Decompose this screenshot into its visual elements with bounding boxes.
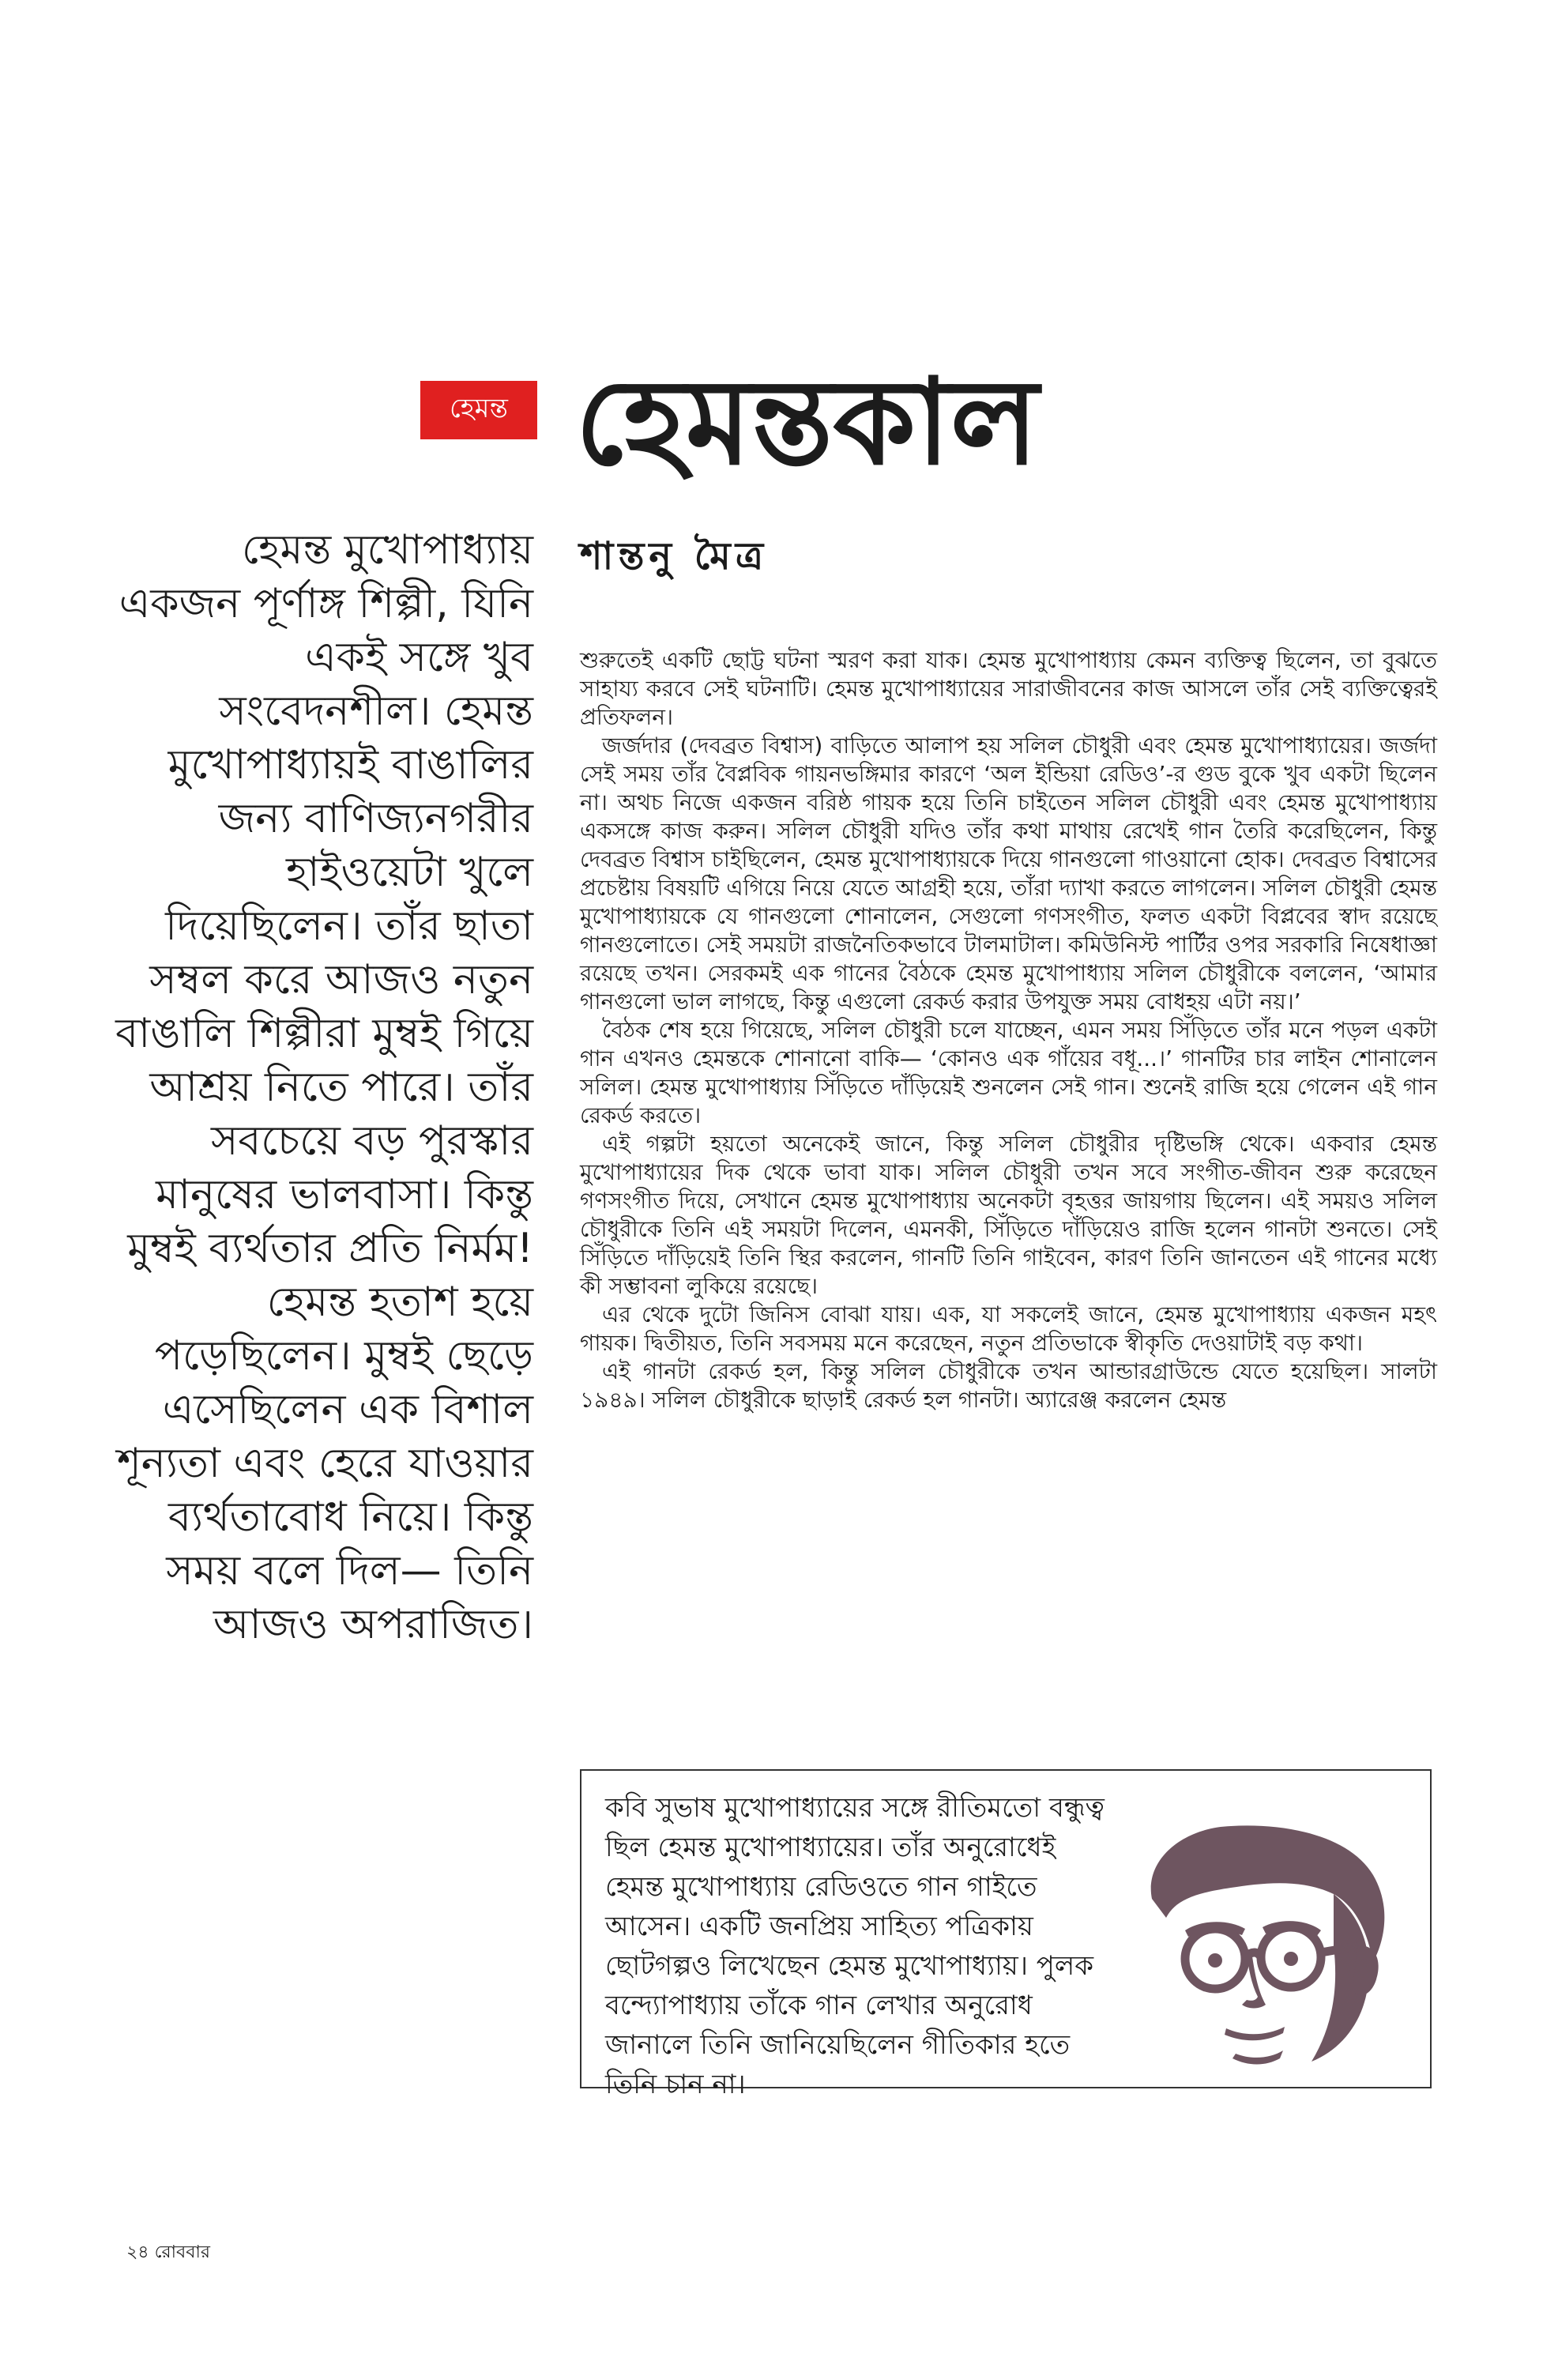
sidebar-box xyxy=(580,1769,1432,2100)
portrait-eye-left xyxy=(1208,1953,1222,1968)
article-paragraph: বৈঠক শেষ হয়ে গিয়েছে, সলিল চৌধুরী চলে যাচ্ছেন, এমন সময় সিঁড়িতে তাঁর মনে পড়ল একটা গান এখনও হেমন্তকে শোনানো বাকি— ‘কোনও এক গাঁয়ের বধূ...।’ গানটির চার লাইন শোনালেন সলিল। হেমন্ত মুখোপাধ্যায় সিঁড়িতে দাঁড়িয়েই শুনলেন সেই গান। শুনেই রাজি হয়ে গেলেন এই গান রেকর্ড করতে। xyxy=(580,1017,1437,1128)
portrait-chin xyxy=(1232,2050,1283,2065)
page-folio: ২৪ রোববার xyxy=(126,2243,210,2262)
portrait-mouth xyxy=(1225,2027,1285,2040)
author-byline: শান্তনু মৈত্র xyxy=(580,534,769,578)
pull-quote: হেমন্ত মুখোপাধ্যায় একজন পূর্ণাঙ্গ শিল্পী, যিনি একই সঙ্গে খুব সংবেদনশীল। হেমন্ত মুখোপাধ্যায়ই বাঙালির জন্য বাণিজ্যনগরীর হাইওয়েটা খুলে দিয়েছিলেন। তাঁর ছাতা সম্বল করে আজও নতুন বাঙালি শিল্পীরা মুম্বই গিয়ে আশ্রয় নিতে পারে। তাঁর সবচেয়ে বড় পুরস্কার মানুষের ভালবাসা। কিন্তু মুম্বই ব্যর্থতার প্রতি নির্মম! হেমন্ত হতাশ হয়ে পড়েছিলেন। মুম্বই ছেড়ে এসেছিলেন এক বিশাল শূন্যতা এবং হেরে যাওয়ার ব্যর্থতাবোধ নিয়ে। কিন্তু সময় বলে দিল— তিনি আজও অপরাজিত। xyxy=(115,526,533,1648)
article-paragraph: এর থেকে দুটো জিনিস বোঝা যায়। এক, যা সকলেই জানে, হেমন্ত মুখোপাধ্যায় একজন মহৎ গায়ক। দ্বিতীয়ত, তিনি সবসময় মনে করেছেন, নতুন প্রতিভাকে স্বীকৃতি দেওয়াটাই বড় কথা। xyxy=(580,1301,1437,1356)
page-title: হেমন্তকাল xyxy=(575,354,1039,491)
section-tag: হেমন্ত xyxy=(420,381,537,439)
portrait-eye-right xyxy=(1284,1952,1298,1966)
article-paragraph: এই গল্পটা হয়তো অনেকেই জানে, কিন্তু সলিল চৌধুরীর দৃষ্টিভঙ্গি থেকে। একবার হেমন্ত মুখোপাধ্যায়ের দিক থেকে ভাবা যাক। সলিল চৌধুরী তখন সবে সংগীত-জীবন শুরু করেছেন গণসংগীত দিয়ে, সেখানে হেমন্ত মুখোপাধ্যায় অনেকটা বৃহত্তর জায়গায় ছিলেন। এই সময়ও সলিল চৌধুরীকে তিনি এই সময়টা দিলেন, এমনকী, সিঁড়িতে দাঁড়িয়েও রাজি হলেন গানটা শুনতে। সেই সিঁড়িতে দাঁড়িয়েই তিনি স্থির করলেন, গানটি তিনি গাইবেন, কারণ তিনি জানতেন এই গানের মধ্যে কী সম্ভাবনা লুকিয়ে রয়েছে। xyxy=(580,1131,1437,1299)
article-body xyxy=(580,646,1437,1414)
sidebar-box-text: কবি সুভাষ মুখোপাধ্যায়ের সঙ্গে রীতিমতো বন্ধুত্ব ছিল হেমন্ত মুখোপাধ্যায়ের। তাঁর অনুরোধেই হেমন্ত মুখোপাধ্যায় রেডিওতে গান গাইতে আসেন। একটি জনপ্রিয় সাহিত্য পত্রিকায় ছোটগল্পও লিখেছেন হেমন্ত মুখোপাধ্যায়। পুলক বন্দ্যোপাধ্যায় তাঁকে গান লেখার অনুরোধ জানালে তিনি জানিয়েছিলেন গীতিকার হতে তিনি চান না। xyxy=(605,1792,1105,2100)
portrait-glasses-bridge xyxy=(1245,1953,1261,1957)
portrait-illustration-icon xyxy=(1097,1812,1413,2073)
article-paragraph: এই গানটা রেকর্ড হল, কিন্তু সলিল চৌধুরীকে তখন আন্ডারগ্রাউন্ডে যেতে হয়েছিল। সালটা ১৯৪৯। সলিল চৌধুরীকে ছাড়াই রেকর্ড হল গানটা। অ্যারেঞ্জ করলেন হেমন্ত xyxy=(580,1358,1437,1413)
article-paragraph: শুরুতেই একটি ছোট্ট ঘটনা স্মরণ করা যাক। হেমন্ত মুখোপাধ্যায় কেমন ব্যক্তিত্ব ছিলেন, তা বুঝতে সাহায্য করবে সেই ঘটনাটি। হেমন্ত মুখোপাধ্যায়ের সারাজীবনের কাজ আসলে তাঁর সেই ব্যক্তিত্বেরই প্রতিফলন। xyxy=(580,647,1437,730)
article-paragraph: জর্জদার (দেবব্রত বিশ্বাস) বাড়িতে আলাপ হয় সলিল চৌধুরী এবং হেমন্ত মুখোপাধ্যায়ের। জর্জদা সেই সময় তাঁর বৈপ্লবিক গায়নভঙ্গিমার কারণে ‘অল ইন্ডিয়া রেডিও’-র গুড বুকে খুব একটা ছিলেন না। অথচ নিজে একজন বরিষ্ঠ গায়ক হয়ে তিনি চাইতেন সলিল চৌধুরী এবং হেমন্ত মুখোপাধ্যায় একসঙ্গে কাজ করুন। সলিল চৌধুরী যদিও তাঁর কথা মাথায় রেখেই গান তৈরি করেছিলেন, কিন্তু দেবব্রত বিশ্বাস চাইছিলেন, হেমন্ত মুখোপাধ্যায়কে দিয়ে গানগুলো গাওয়ানো হোক। দেবব্রত বিশ্বাসের প্রচেষ্টায় বিষয়টি এগিয়ে নিয়ে যেতে আগ্রহী হয়ে, তাঁরা দ্যাখা করতে লাগলেন। সলিল চৌধুরী হেমন্ত মুখোপাধ্যায়কে যে গানগুলো শোনালেন, সেগুলো গণসংগীত, ফলত একটা বিপ্লবের স্বাদ রয়েছে গানগুলোতে। সেই সময়টা রাজনৈতিকভাবে টালমাটাল। কমিউনিস্ট পার্টির ওপর সরকারি নিষেধাজ্ঞা রয়েছে তখন। সেরকমই এক গানের বৈঠকে হেমন্ত মুখোপাধ্যায় সলিল চৌধুরীকে বললেন, ‘আমার গানগুলো ভাল লাগছে, কিন্তু এগুলো রেকর্ড করার উপযুক্ত সময় বোধহয় এটা নয়।’ xyxy=(580,732,1437,1015)
